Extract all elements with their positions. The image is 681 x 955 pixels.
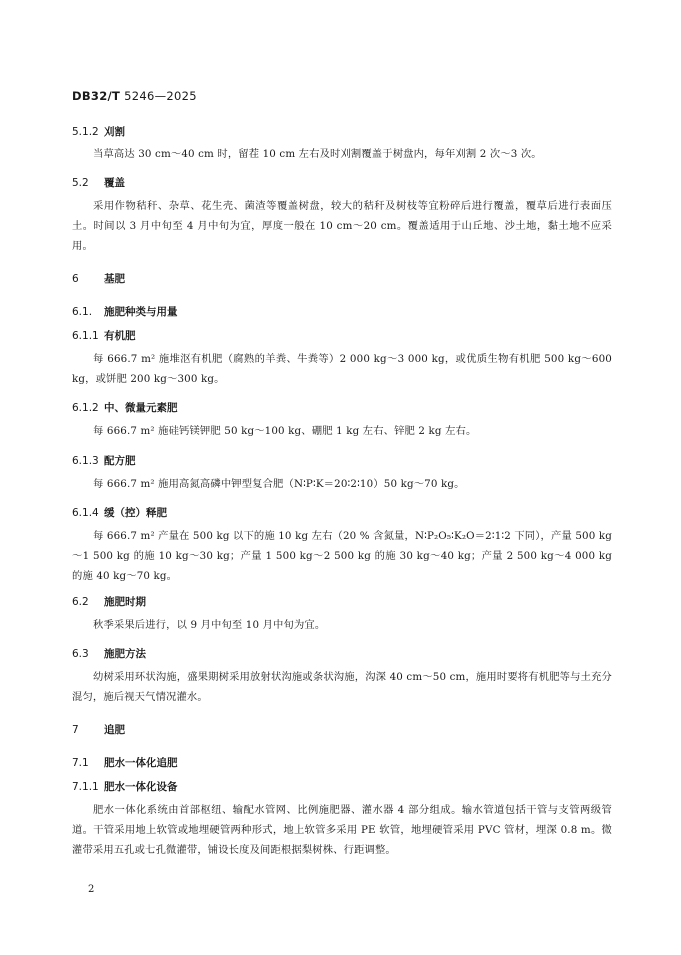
heading-7 (72, 722, 612, 737)
heading-7-1 (72, 755, 612, 770)
heading-number: 6.3 (72, 648, 89, 660)
heading-number: 7 (72, 724, 79, 736)
heading-number: 6.1.4 (72, 507, 99, 519)
heading-title: 刈割 (104, 126, 125, 138)
heading-title: 配方肥 (104, 455, 136, 467)
heading-number: 5.2 (72, 177, 89, 189)
heading-number: 6.1.3 (72, 455, 99, 467)
heading-number: 6.1.1 (72, 330, 99, 342)
heading-6-2 (72, 594, 612, 609)
heading-5-2 (72, 175, 612, 190)
heading-title: 中、微量元素肥 (104, 402, 178, 414)
heading-title: 施肥方法 (104, 648, 146, 660)
heading-6-1-4 (72, 505, 612, 520)
standard-prefix: DB32/T (72, 89, 121, 103)
heading-6-1-2 (72, 400, 612, 415)
heading-title: 施肥时期 (104, 596, 146, 608)
paragraph: 采用作物秸秆、杂草、花生壳、菌渣等覆盖树盘，较大的秸秆及树枝等宜粉碎后进行覆盖，覆草后进行表面压土。时间以 3 月中旬至 4 月中旬为宜，厚度一般在 10 cm～20 cm。覆盖适用于山丘地、沙土地，黏土地不应采用。 (72, 200, 612, 252)
paragraph: 肥水一体化系统由首部枢纽、输配水管网、比例施肥器、灌水器 4 部分组成。输水管道包括干管与支管两级管道。干管采用地上软管或地埋硬管两种形式，地上软管多采用 PE 软管，地埋硬管采用 PVC 管材，埋深 0.8 m。微灌带采用五孔或七孔微灌带，铺设长度及间距根据梨树株、行距调整。 (72, 804, 612, 856)
paragraph: 幼树采用环状沟施，盛果期树采用放射状沟施或条状沟施，沟深 40 cm～50 cm，施用时要将有机肥等与土充分混匀，施后视天气情况灌水。 (72, 671, 612, 703)
paragraph: 秋季采果后进行，以 9 月中旬至 10 月中旬为宜。 (93, 619, 326, 631)
page-number: 2 (88, 884, 95, 895)
paragraph: 每 666.7 m² 施硅钙镁钾肥 50 kg～100 kg、硼肥 1 kg 左右、锌肥 2 kg 左右。 (93, 425, 477, 437)
heading-6-1-3 (72, 453, 612, 468)
heading-title: 追肥 (104, 724, 125, 736)
heading-6-3 (72, 646, 612, 661)
standard-code (72, 89, 197, 103)
heading-title: 肥水一体化追肥 (104, 757, 178, 769)
heading-title: 基肥 (104, 273, 125, 285)
paragraph: 当草高达 30 cm～40 cm 时，留茬 10 cm 左右及时刈割覆盖于树盘内，每年刈割 2 次～3 次。 (93, 148, 542, 160)
heading-number: 6.1.2 (72, 402, 99, 414)
standard-number: 5246—2025 (124, 89, 197, 103)
heading-number: 6.1. (72, 306, 93, 318)
heading-title: 覆盖 (104, 177, 125, 189)
heading-title: 缓（控）释肥 (104, 507, 167, 519)
heading-5-1-2 (72, 124, 612, 139)
heading-title: 施肥种类与用量 (104, 306, 178, 318)
heading-7-1-1 (72, 779, 612, 794)
paragraph: 每 666.7 m² 施堆沤有机肥（腐熟的羊粪、牛粪等）2 000 kg～3 000 kg，或优质生物有机肥 500 kg～600 kg，或饼肥 200 kg～300 kg。 (72, 353, 612, 385)
paragraph: 每 666.7 m² 施用高氮高磷中钾型复合肥（N∶P∶K＝20∶2∶10）50 kg～70 kg。 (93, 478, 465, 490)
heading-title: 有机肥 (104, 330, 136, 342)
heading-number: 6 (72, 273, 79, 285)
heading-6 (72, 271, 612, 286)
heading-number: 6.2 (72, 596, 89, 608)
heading-number: 7.1.1 (72, 781, 99, 793)
paragraph: 每 666.7 m² 产量在 500 kg 以下的施 10 kg 左右（20 % 含氮量，N∶P₂O₅∶K₂O＝2∶1∶2 下同），产量 500 kg～1 500 kg 的施 10 kg～30 kg；产量 1 500 kg～2 500 kg 的施 30 kg～40 kg；产量 2 500 kg～4 000 kg 的施 40 kg～70 kg。 (72, 530, 612, 582)
heading-6-1 (72, 304, 612, 319)
heading-number: 5.1.2 (72, 126, 99, 138)
heading-number: 7.1 (72, 757, 89, 769)
heading-6-1-1 (72, 328, 612, 343)
heading-title: 肥水一体化设备 (104, 781, 178, 793)
